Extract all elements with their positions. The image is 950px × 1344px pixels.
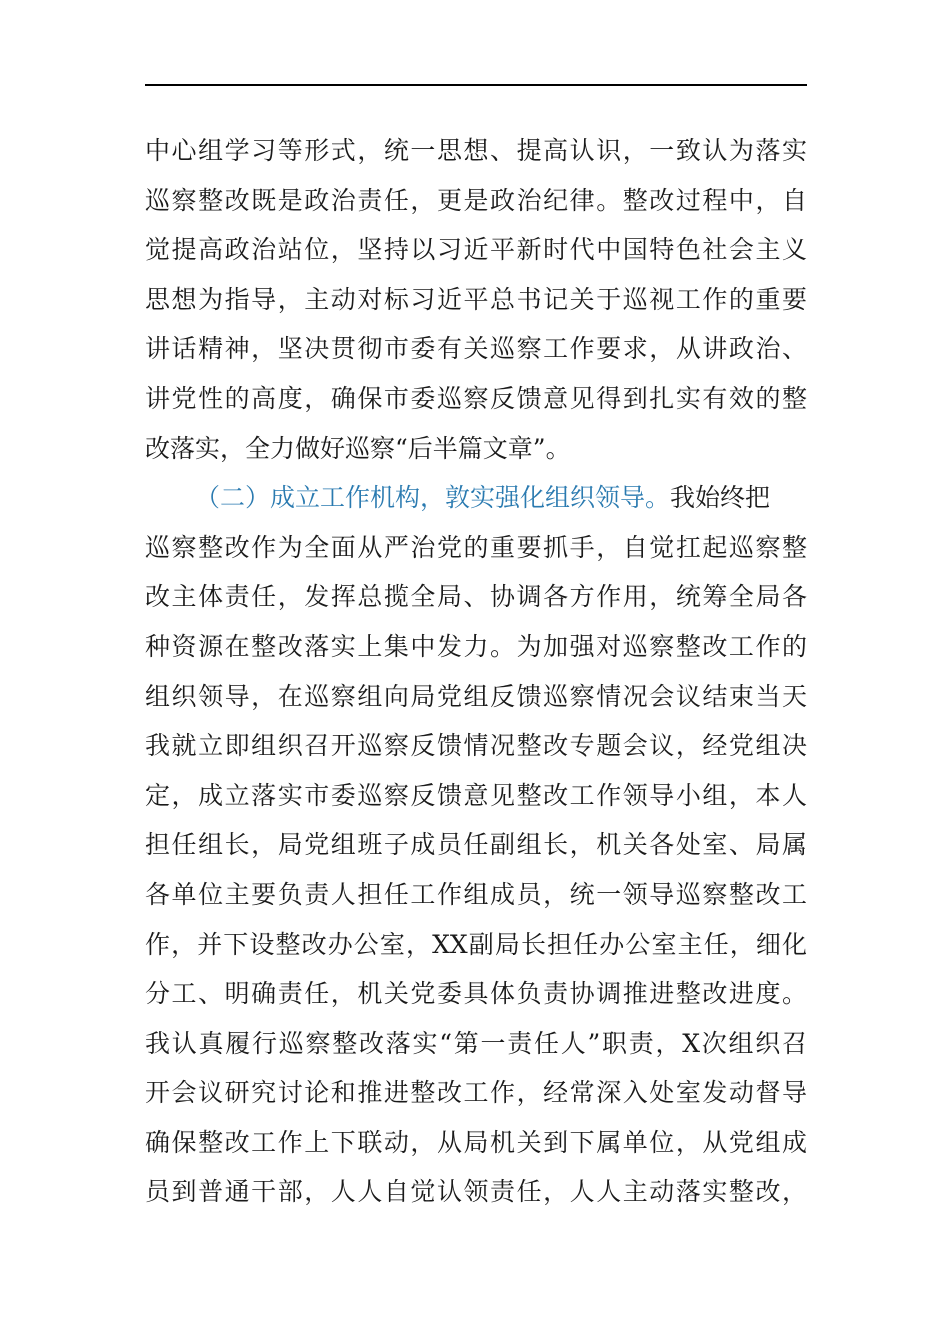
text-line: 思想为指导，主动对标习近平总书记关于巡视工作的重要	[145, 284, 807, 314]
text-line: 开会议研究讨论和推进整改工作，经常深入处室发动督导	[145, 1078, 807, 1108]
text-line: 巡察整改既是政治责任，更是政治纪律。整改过程中，自	[145, 185, 807, 215]
text-line: 讲党性的高度，确保市委巡察反馈意见得到扎实有效的整	[145, 383, 807, 413]
section-heading-line	[145, 473, 807, 523]
text-line: 定，成立落实市委巡察反馈意见整改工作领导小组，本人	[145, 780, 807, 810]
text-line: 员到普通干部，人人自觉认领责任，人人主动落实整改，	[145, 1177, 807, 1207]
text-run: 我始终把	[670, 483, 771, 513]
document-body	[145, 126, 807, 1217]
text-line: 我认真履行巡察整改落实“第一责任人”职责，X次组织召	[145, 1028, 807, 1058]
text-line: 确保整改工作上下联动，从局机关到下属单位，从党组成	[145, 1127, 807, 1157]
text-line: 讲话精神，坚决贯彻市委有关巡察工作要求，从讲政治、	[145, 334, 807, 364]
text-line: 巡察整改作为全面从严治党的重要抓手，自觉扛起巡察整	[145, 532, 807, 562]
text-line: 改落实，全力做好巡察“后半篇文章”。	[145, 433, 571, 463]
header-rule	[145, 84, 807, 86]
text-line: 作，并下设整改办公室，XX副局长担任办公室主任，细化	[145, 929, 807, 959]
text-line: 觉提高政治站位，坚持以习近平新时代中国特色社会主义	[145, 235, 807, 265]
paragraph-2	[145, 473, 807, 1217]
section-heading: （二）成立工作机构，敦实强化组织领导。	[195, 483, 671, 513]
text-line: 中心组学习等形式，统一思想、提高认识，一致认为落实	[145, 136, 807, 165]
text-line: 担任组长，局党组班子成员任副组长，机关各处室、局属	[145, 830, 807, 860]
text-line: 改主体责任，发挥总揽全局、协调各方作用，统筹全局各	[145, 582, 807, 612]
text-line: 组织领导，在巡察组向局党组反馈巡察情况会议结束当天	[145, 681, 807, 711]
text-line: 各单位主要负责人担任工作组成员，统一领导巡察整改工	[145, 879, 807, 909]
text-line: 我就立即组织召开巡察反馈情况整改专题会议，经党组决	[145, 731, 807, 761]
paragraph-1	[145, 126, 807, 473]
text-line: 种资源在整改落实上集中发力。为加强对巡察整改工作的	[145, 631, 807, 661]
text-line: 分工、明确责任，机关党委具体负责协调推进整改进度。	[145, 979, 807, 1009]
